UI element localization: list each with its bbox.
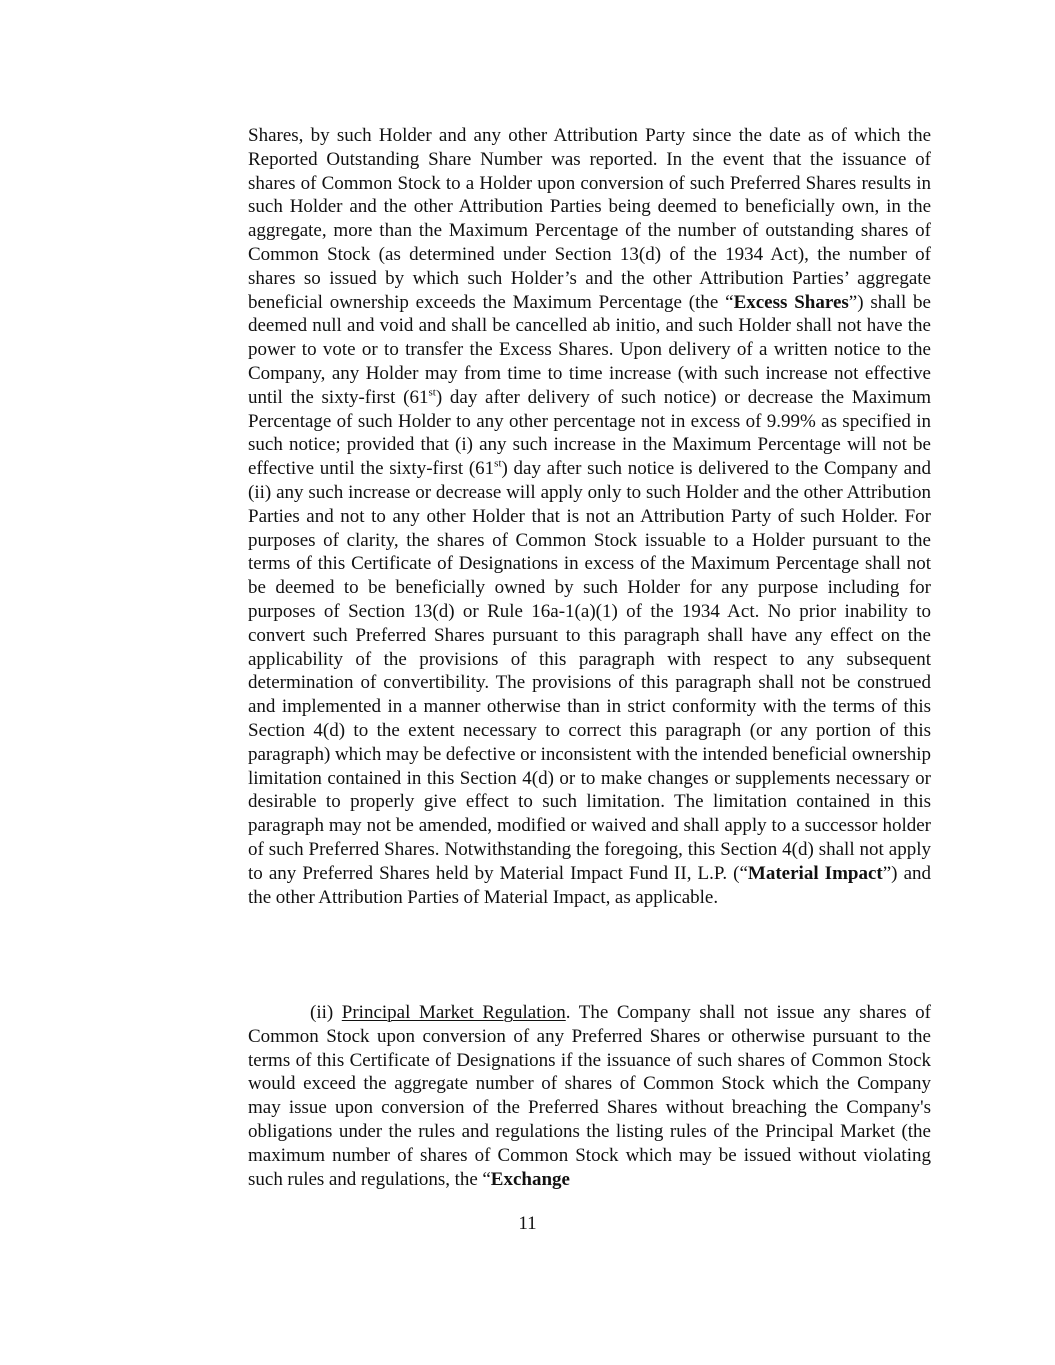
paragraph-1-text-5: ”) and the other Attribution Parties of Material Impact, as applicable. [248, 862, 931, 908]
paragraph-1-text-1: Shares, by such Holder and any other Attribution Party since the date as of which the Reported Outstanding Share Number was reported. In the event that the issuance of shares of Common Stock to a Holder upon conversion of such Preferred Shares results in such Holder and the other Attribution Parties being deemed to beneficially own, in the aggregate, more than the Maximum Percentage of the number of outstanding shares of Common Stock (as determined under Section 13(d) of the 1934 Act), the number of shares so issued by which such Holder’s and the other Attribution Parties’ aggregate beneficial ownership exceeds the Maximum Percentage (the “ [248, 125, 931, 313]
section-number: (ii) [310, 1002, 342, 1023]
paragraph-principal-market-regulation [248, 1001, 931, 1191]
paragraph-1-text-3: ) day after delivery of such notice) or decrease the Maximum Percentage of such Holder to any other percentage not in excess of 9.99% as specified in such notice; provided that (i) any such increase in the Maximum Percentage will not be effective until the sixty-first (61 [248, 386, 931, 480]
paragraph-2-text: . The Company shall not issue any shares of Common Stock upon conversion of any Preferred Shares or otherwise pursuant to the terms of this Certificate of Designations if the issuance of such shares of Common Stock would exceed the aggregate number of shares of Common Stock which the Company may issue upon conversion of the Preferred Shares without breaching the Company's obligations under the rules and regulations the listing rules of the Principal Market (the maximum number of shares of Common Stock which may be issued without violating such rules and regulations, the “ [248, 1002, 931, 1190]
paragraph-maximum-percentage [248, 124, 931, 909]
section-heading: Principal Market Regulation [341, 1002, 566, 1023]
term-excess-shares: Excess Shares [733, 291, 849, 313]
term-material-impact: Material Impact [747, 862, 883, 884]
paragraph-1-text-2: ”) shall be deemed null and void and shall be cancelled ab initio, and such Holder shall not have the power to vote or to transfer the Excess Shares. Upon delivery of a written notice to the Company, any Holder may from time to time increase (with such increase not effective until the sixty-first (61 [248, 291, 931, 408]
paragraph-1-text-4: ) day after such notice is delivered to the Company and (ii) any such increase or decrease will apply only to such Holder and the other Attribution Parties and not to any other Holder that is not an Attribution Party of such Holder. For purposes of clarity, the shares of Common Stock issuable to a Holder pursuant to the terms of this Certificate of Designations in excess of the Maximum Percentage shall not be deemed to be beneficially owned by such Holder for any purpose including for purposes of Section 13(d) or Rule 16a-1(a)(1) of the 1934 Act. No prior inability to convert such Preferred Shares pursuant to this paragraph shall have any effect on the applicability of the provisions of this paragraph with respect to any subsequent determination of convertibility. The provisions of this paragraph shall not be construed and implemented in a manner otherwise than in strict conformity with the terms of this Section 4(d) to the extent necessary to correct this paragraph (or any portion of this paragraph) which may be defective or inconsistent with the intended beneficial ownership limitation contained in this Section 4(d) or to make changes or supplements necessary or desirable to properly give effect to such limitation. The limitation contained in this paragraph may not be amended, modified or waived and shall apply to a successor holder of such Preferred Shares. Notwithstanding the foregoing, this Section 4(d) shall not apply to any Preferred Shares held by Material Impact Fund II, L.P. (“ [248, 458, 931, 884]
ordinal-suffix-2: st [494, 457, 502, 470]
ordinal-suffix-1: st [428, 386, 436, 399]
term-exchange: Exchange [490, 1168, 570, 1190]
page-number: 11 [518, 1213, 537, 1234]
